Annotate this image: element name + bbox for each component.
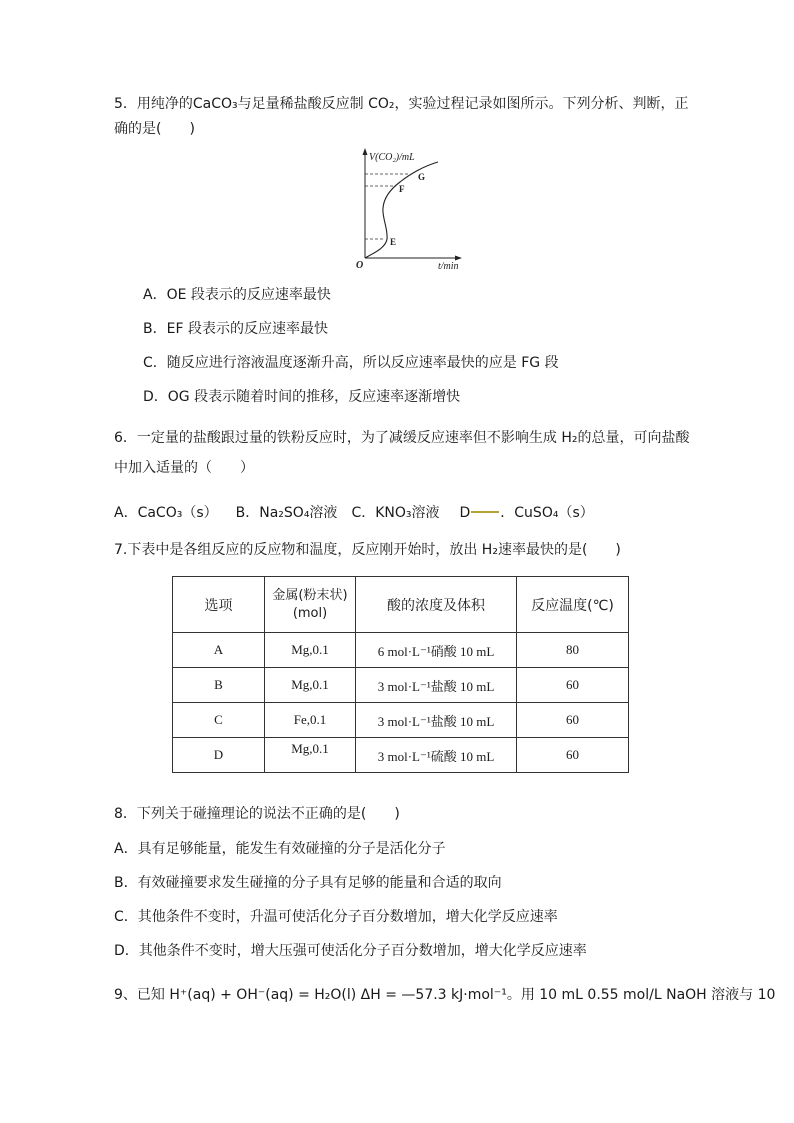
x-axis-arrow [455,256,462,261]
underline-mark [471,511,499,513]
q8-option-a: A．具有足够能量，能发生有效碰撞的分子是活化分子 [114,841,446,857]
q5-option-d: D．OG 段表示随着时间的推移，反应速率逐渐增快 [143,389,461,405]
cell-option: B [173,668,265,703]
volume-curve [365,162,438,258]
q6-options [114,503,594,523]
table-row [173,633,629,668]
q5-option-a: A．OE 段表示的反应速率最快 [143,287,331,303]
cell-metal: Mg,0.1 [265,738,356,773]
header-temperature: 反应温度(℃) [517,577,629,633]
cell-acid: 3 mol·L⁻¹盐酸 10 mL [356,703,517,738]
q9-stem: 9、已知 H⁺(aq) + OH⁻(aq) = H₂O(l) ΔH = —57.3 kJ·mol⁻¹。用 10 mL 0.55 mol/L NaOH 溶液与 10 [114,987,776,1003]
q8-option-d: D．其他条件不变时，增大压强可使活化分子百分数增加，增大化学反应速率 [114,943,587,959]
table-row [173,703,629,738]
reaction-table [172,576,629,773]
header-option: 选项 [173,577,265,633]
q8-option-b: B．有效碰撞要求发生碰撞的分子具有足够的能量和合适的取向 [114,875,502,891]
cell-temperature: 80 [517,633,629,668]
q6-option-d-letter: D [459,505,471,521]
q8-option-c: C．其他条件不变时，升温可使活化分子百分数增加，增大化学反应速率 [114,909,558,925]
cell-metal: Mg,0.1 [265,633,356,668]
q5-option-c: C．随反应进行溶液温度逐渐升高，所以反应速率最快的应是 FG 段 [143,355,559,371]
q6-stem-line1: 6．一定量的盐酸跟过量的铁粉反应时，为了减缓反应速率但不影响生成 H₂的总量，可向盐酸 [114,430,690,446]
q6-option-b: B．Na₂SO₄溶液 [235,505,338,521]
q6-option-d: ．CuSO₄（s） [500,505,594,521]
cell-option: D [173,738,265,773]
header-acid: 酸的浓度及体积 [356,577,517,633]
x-axis-label: t/min [438,261,459,272]
cell-metal: Mg,0.1 [265,668,356,703]
origin-label: O [356,260,364,271]
q5-stem-line1: 5．用纯净的CaCO₃与足量稀盐酸反应制 CO₂，实验过程记录如图所示。下列分析、判断，正 [114,96,689,112]
cell-option: A [173,633,265,668]
table-row [173,668,629,703]
point-e-label: E [390,237,397,247]
y-axis-arrow [363,148,368,155]
cell-temperature: 60 [517,668,629,703]
table-row [173,738,629,773]
point-g-label: G [418,172,426,182]
q7-stem: 7.下表中是各组反应的反应物和温度，反应刚开始时，放出 H₂速率最快的是( ) [114,542,621,558]
table-header-row [173,577,629,633]
q6-option-c: C．KNO₃溶液 [351,505,440,521]
q6-stem-line2: 中加入适量的（ ） [114,460,254,476]
q8-stem: 8．下列关于碰撞理论的说法不正确的是( ) [114,806,400,822]
cell-option: C [173,703,265,738]
q5-stem-line2: 确的是( ) [114,121,195,137]
cell-temperature: 60 [517,703,629,738]
header-metal: 金属(粉末状)(mol) [265,577,356,633]
cell-temperature: 60 [517,738,629,773]
cell-acid: 6 mol·L⁻¹硝酸 10 mL [356,633,517,668]
q5-option-b: B．EF 段表示的反应速率最快 [143,321,328,337]
cell-acid: 3 mol·L⁻¹盐酸 10 mL [356,668,517,703]
q5-volume-time-graph [352,146,472,274]
point-f-label: F [399,184,405,194]
y-axis-label: V(CO₂)/mL [369,152,415,163]
q6-option-a: A．CaCO₃（s） [114,505,218,521]
cell-acid: 3 mol·L⁻¹硫酸 10 mL [356,738,517,773]
cell-metal: Fe,0.1 [265,703,356,738]
